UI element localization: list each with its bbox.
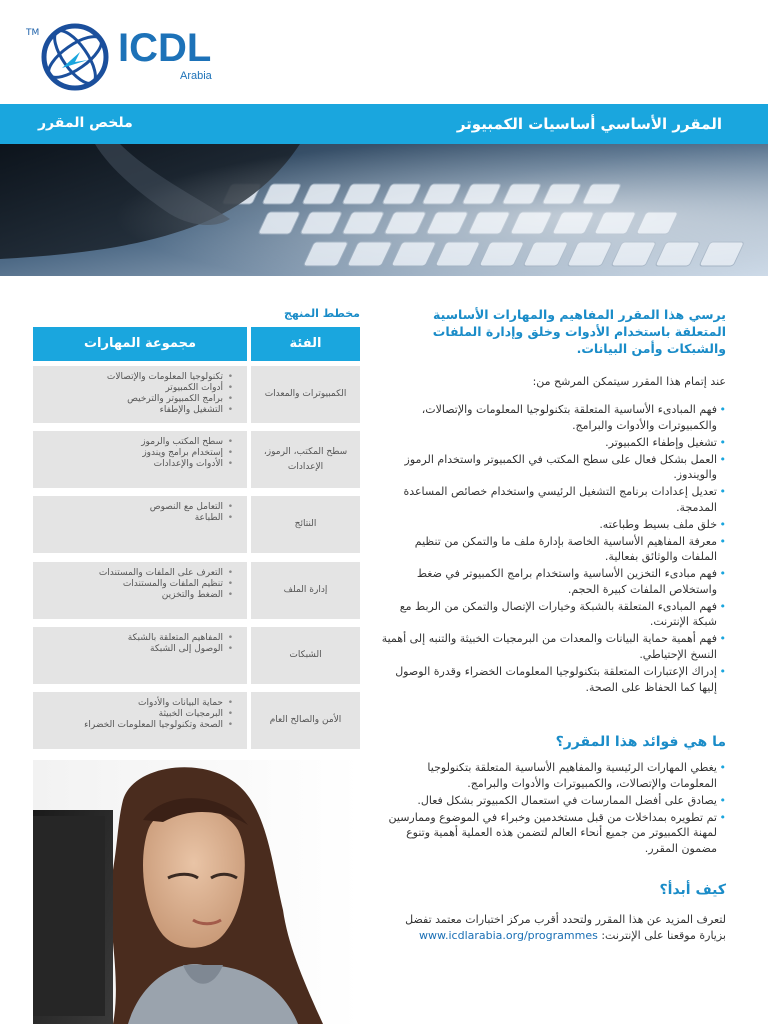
list-item: • فهم المبادىء المتعلقة بالشبكة وخيارات الإتصال والتمكن من الربط مع شبكة الإنترنت. [380,599,726,630]
skill-item: • تنظيم الملفات والمستندات [41,579,233,590]
benefits-list [380,760,726,858]
globe-icon [40,22,110,92]
category-column-header: الفئة [251,327,360,361]
list-item: • العمل بشكل فعال على سطح المكتب في الكمبيوتر واستخدام الرموز والويندوز. [380,452,726,483]
category-cell: الكمبيوترات والمعدات [251,366,360,423]
skill-item: • الصحة وتكنولوجيا المعلومات الخضراء [41,720,233,731]
trademark-label: TM [26,28,40,38]
skill-item: • سطح المكتب والرموز [41,437,233,448]
list-item: • يصادق على أفضل الممارسات في استعمال الكمبيوتر بشكل فعال. [380,793,726,809]
table-row [33,692,360,749]
course-summary-label: ملخص المقرر [38,115,133,131]
list-item: • فهم المبادىء الأساسية المتعلقة بتكنولوجيا المعلومات والإتصالات، والكمبيوترات والأدوات والبرامج. [380,402,726,433]
table-header [33,327,360,361]
table-row [33,431,360,488]
skill-item: • تكنولوجيا المعلومات والإتصالات [41,372,233,383]
programmes-link[interactable]: www.icdlarabia.org/programmes [419,929,598,942]
list-item: • تشغيل وإطفاء الكمبيوتر. [380,435,726,451]
list-item: • معرفة المفاهيم الأساسية الخاصة بإدارة ملف ما والتمكن من تنظيم الملفات والوثائق بفعالية. [380,534,726,565]
skills-column-header: مجموعة المهارات [33,327,247,361]
get-started-body: لتعرف المزيد عن هذا المقرر ولتحدد أقرب مركز اختبارات معتمد تفضل بزيارة موقعنا على الإنترنت: [405,913,726,942]
student-photo [33,760,360,1024]
skill-item: • التعرف على الملفات والمستندات [41,568,233,579]
outcomes-list [380,402,726,697]
title-banner [0,104,768,144]
get-started-text [380,912,726,944]
outcomes-lead: عند إتمام هذا المقرر سيتمكن المرشح من: [532,375,726,388]
skill-item: • الوصول إلى الشبكة [41,644,233,655]
list-item: • يغطي المهارات الرئيسية والمفاهيم الأساسية المتعلقة بتكنولوجيا المعلومات والإتصالات، والكمبيوترات والأدوات والبرامج. [380,760,726,791]
skills-cell [33,431,247,488]
table-row [33,562,360,619]
category-cell: النتائج [251,496,360,553]
list-item: • فهم مبادىء التخزين الأساسية واستخدام برامج الكمبيوتر في ضغط واستخلاص الملفات كبيرة الحجم. [380,566,726,597]
skill-item: • الضغط والتخزين [41,590,233,601]
skill-item: • البرمجيات الخبيثة [41,709,233,720]
category-cell: إدارة الملف [251,562,360,619]
list-item: • إدراك الإعتبارات المتعلقة بتكنولوجيا المعلومات الخضراء وقدرة الوصول إليها كما الحفاظ على الصحة. [380,664,726,695]
skill-item: • المفاهيم المتعلقة بالشبكة [41,633,233,644]
list-item: • خلق ملف بسيط وطباعته. [380,517,726,533]
list-item: • تعديل إعدادات برنامج التشغيل الرئيسي واستخدام خصائص المساعدة المدمجة. [380,484,726,515]
skill-item: • إستخدام برامج ويندوز [41,448,233,459]
benefits-heading: ما هي فوائد هذا المقرر؟ [555,734,726,750]
logo-wordmark: ICDL [118,26,212,70]
skill-item: • الطباعة [41,513,233,524]
skill-item: • التشغيل والإطفاء [41,405,233,416]
skill-item: • حماية البيانات والأدوات [41,698,233,709]
course-title: المقرر الأساسي أساسيات الكمبيوتر [456,115,722,133]
skills-cell [33,627,247,684]
syllabus-label: مخطط المنهج [283,307,360,320]
skill-item: • الأدوات والإعدادات [41,459,233,470]
skills-cell [33,366,247,423]
skill-item: • أدوات الكمبيوتر [41,383,233,394]
get-started-heading: كيف أبدأ؟ [659,882,726,898]
table-row [33,627,360,684]
skills-cell [33,496,247,553]
skill-item: • برامج الكمبيوتر والترخيص [41,394,233,405]
skill-item: • التعامل مع النصوص [41,502,233,513]
category-cell: الأمن والصالح العام [251,692,360,749]
list-item: • فهم أهمية حماية البيانات والمعدات من البرمجيات الخبيثة والتنبه إلى أهمية النسخ الإحتياطي. [380,631,726,662]
logo-region: Arabia [180,70,212,82]
table-row [33,366,360,423]
table-row [33,496,360,553]
skills-cell [33,562,247,619]
skills-cell [33,692,247,749]
list-item: • تم تطويره بمداخلات من قبل مستخدمين وخبراء في الموضوع وممارسين لمهنة الكمبيوتر من جميع أنحاء العالم لتضمن هذه العملية أهمية وتنوع مضمون المقرر. [380,810,726,857]
category-cell: الشبكات [251,627,360,684]
course-intro: يرسي هذا المقرر المفاهيم والمهارات الأساسية المتعلقة باستخدام الأدوات وخلق وإدارة الملفات والشبكات وأمن البيانات. [432,307,726,356]
category-cell: سطح المكتب، الرموز، الإعدادات [251,431,360,488]
icdl-logo [26,18,226,98]
keyboard-photo [0,144,768,276]
